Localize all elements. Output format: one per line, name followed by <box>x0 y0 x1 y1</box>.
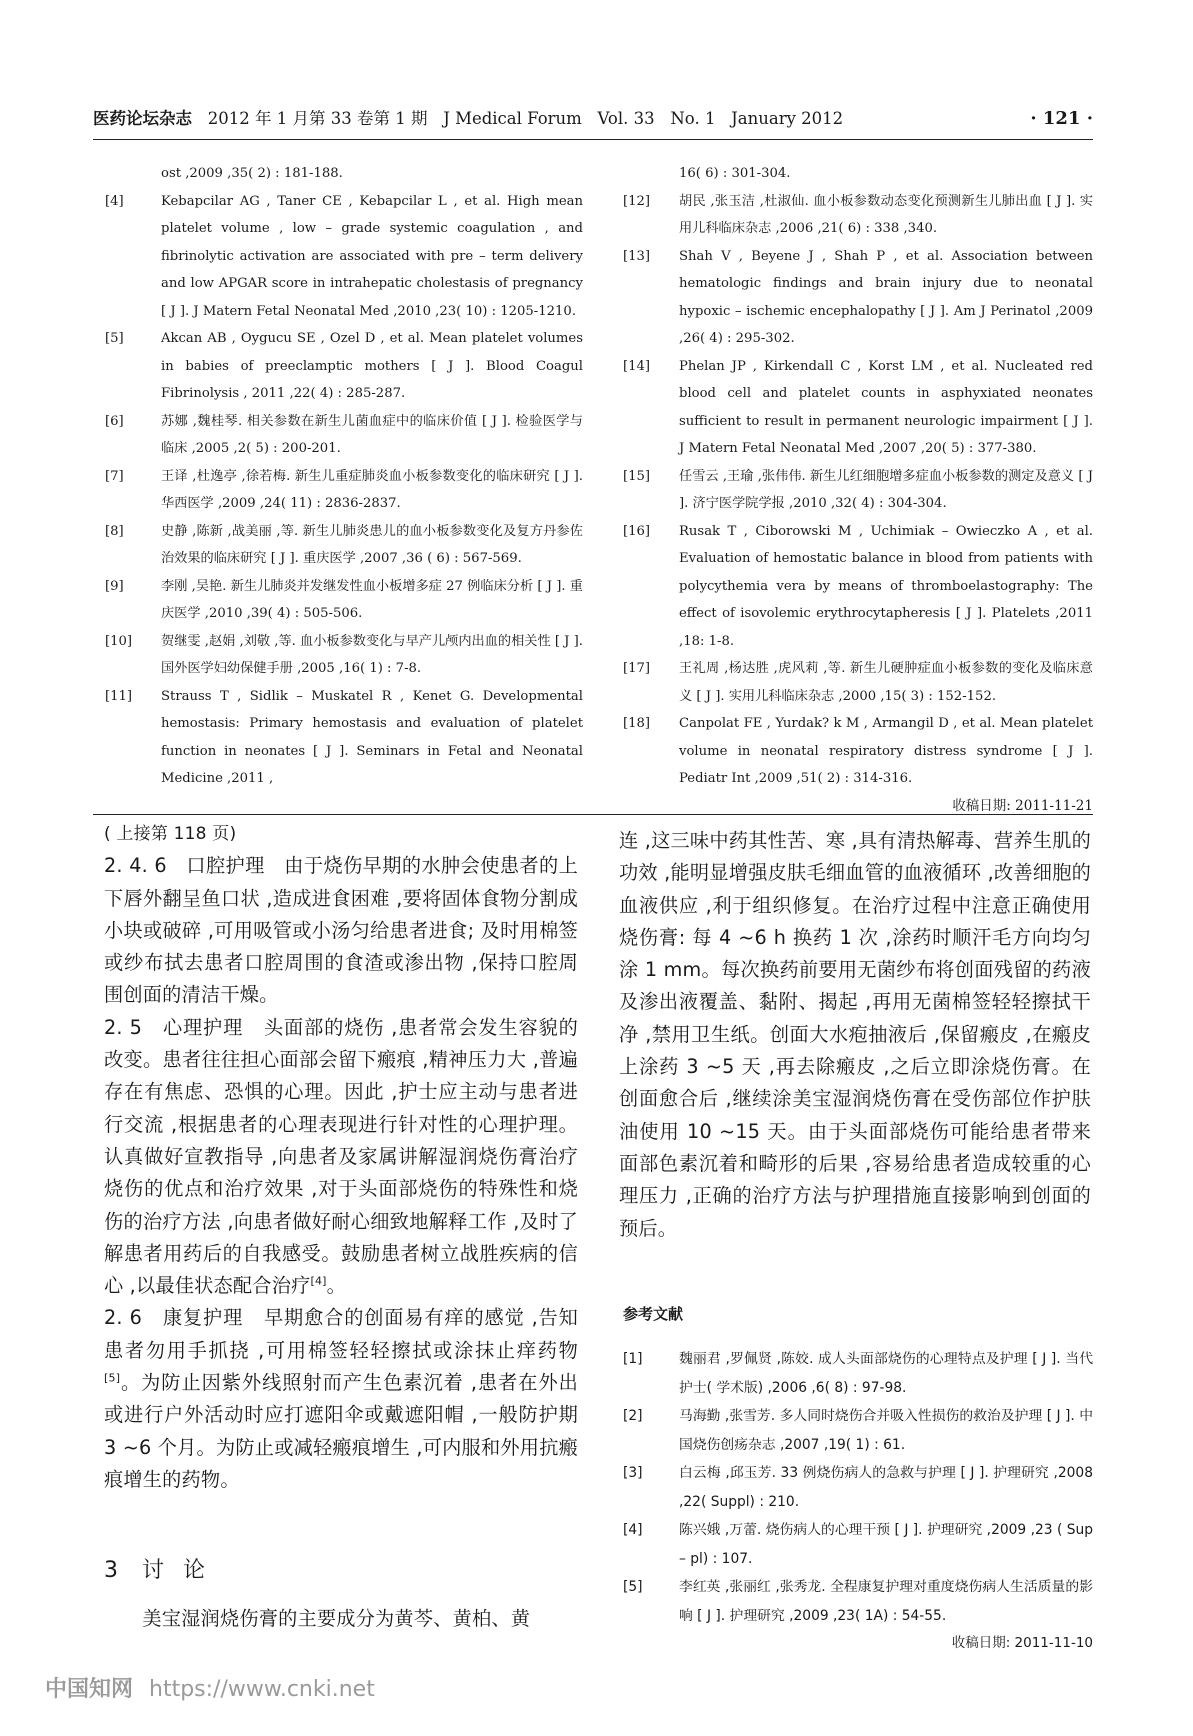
reference-item <box>105 160 583 188</box>
reference-number: [10] <box>105 633 133 649</box>
header-rule <box>93 139 1093 140</box>
reference-number: [5] <box>105 331 124 346</box>
section-2-5-text: 头面部的烧伤 ,患者常会发生容貌的改变。患者往往担心面部会留下瘢痕 ,精神压力大 ,普遍存在有焦虑、恐惧的心理。因此 ,护士应主动与患者进行交流 ,根据患者的心理表现进行针对性的心理护理。认真做好宣教指导 ,向患者及家属讲解湿润烧伤膏治疗烧伤的优点和治疗效果 ,对于头面部烧伤的特殊性和烧伤的治疗方法 ,向患者做好耐心细致地解释工作 ,及时了解患者用药后的自我感受。鼓励患者树立战胜疾病的信心 ,以最佳状态配合治疗 <box>104 1015 578 1298</box>
section-2-6-text-b: 。为防止因紫外线照射而产生色素沉着 ,患者在外出或进行户外活动时应打遮阳伞或戴遮阳帽 ,一般防护期 3 ~6 个月。为防止或减轻瘢痕增生 ,可内服和外用抗瘢痕增生的药物。 <box>104 1371 578 1491</box>
reference-text: Phelan JP , Kirkendall C , Korst LM , et al. Nucleated red blood cell and platelet counts in asphyxiated neonates sufficient to result in permanent neurologic impairment [ J ]. J Matern Fetal Neonatal Med ,2007 ,20( 5) : 377-380. <box>679 358 1093 456</box>
reference-number: [5] <box>623 1579 643 1595</box>
reference-item <box>105 325 583 408</box>
reference-text: 任雪云 ,王瑜 ,张伟伟. 新生儿红细胞增多症血小板参数的测定及意义 [ J ]. 济宁医学院学报 ,2010 ,32( 4) : 304-304. <box>679 468 1093 511</box>
section-3-heading <box>104 1553 211 1584</box>
reference-item <box>105 518 583 573</box>
reference-text: 李红英 ,张丽红 ,张秀龙. 全程康复护理对重度烧伤病人生活质量的影响 [ J ]. 护理研究 ,2009 ,23( 1A) : 54-55. <box>679 1579 1093 1624</box>
reference-text: 16( 6) : 301-304. <box>679 166 791 181</box>
reference-number: [13] <box>623 248 651 264</box>
reference-number: [4] <box>623 1522 643 1538</box>
reference-text: Kebapcilar AG , Taner CE , Kebapcilar L , et al. High mean platelet volume , low – grade systemic coagulation , and fibrinolytic activation are associated with pre – term delivery and low APGAR score in intrahepatic cholestasis of pregnancy [ J ]. J Matern Fetal Neonatal Med ,2010 ,23( 10) : 1205-1210. <box>161 193 583 319</box>
reference-item <box>623 188 1093 243</box>
reference-number: [2] <box>623 1408 643 1424</box>
reference-number: [9] <box>105 578 124 594</box>
reference-list-top-left <box>105 160 583 793</box>
reference-item <box>623 1573 1093 1630</box>
section-2-6 <box>104 1302 578 1496</box>
reference-number: [14] <box>623 358 651 374</box>
reference-item <box>623 1402 1093 1459</box>
reference-text: 魏丽君 ,罗佩贤 ,陈姣. 成人头面部烧伤的心理特点及护理 [ J ]. 当代护士( 学术版) ,2006 ,6( 8) : 97-98. <box>679 1351 1093 1396</box>
reference-text: 王译 ,杜逸亭 ,徐若梅. 新生儿重症肺炎血小板参数变化的临床研究 [ J ]. 华西医学 ,2009 ,24( 11) : 2836-2837. <box>161 468 583 511</box>
citation-4: [4] <box>310 1274 327 1288</box>
reference-text: 陈兴娥 ,万蕾. 烧伤病人的心理干预 [ J ]. 护理研究 ,2009 ,23 ( Sup – pl) : 107. <box>679 1522 1093 1567</box>
reference-item <box>623 518 1093 656</box>
reference-text: 史静 ,陈新 ,战美丽 ,等. 新生儿肺炎患儿的血小板参数变化及复方丹参佐治效果的临床研究 [ J ]. 重庆医学 ,2007 ,36 ( 6) : 567-569. <box>161 523 583 566</box>
reference-item <box>105 683 583 793</box>
section-3-number: 3 <box>104 1558 124 1583</box>
reference-text: Strauss T , Sidlik – Muskatel R , Kenet G. Developmental hemostasis: Primary hemostasis and evaluation of platelet function in neonates [ J ]. Seminars in Fetal and Neonatal Medicine ,2011 , <box>161 688 583 786</box>
reference-text: 白云梅 ,邱玉芳. 33 例烧伤病人的急救与护理 [ J ]. 护理研究 ,2008 ,22( Suppl) : 210. <box>679 1465 1093 1510</box>
page-number: · 121 · <box>1030 108 1093 129</box>
cnki-logo-text: 中国知网 <box>45 1677 134 1702</box>
reference-item <box>105 463 583 518</box>
reference-number: [15] <box>623 468 651 484</box>
reference-item <box>623 353 1093 463</box>
reference-item <box>623 1345 1093 1402</box>
reference-number: [16] <box>623 523 651 539</box>
reference-item <box>105 628 583 683</box>
reference-item <box>623 1459 1093 1516</box>
reference-item <box>623 655 1093 710</box>
reference-number: [18] <box>623 716 651 731</box>
reference-item <box>105 408 583 463</box>
section-2-4-6-heading: 2. 4. 6 口腔护理 <box>104 854 265 878</box>
cnki-watermark <box>45 1672 375 1703</box>
reference-number: [7] <box>105 468 124 484</box>
section-2-6-text-a: 早期愈合的创面易有痒的感觉 ,告知患者勿用手抓挠 ,可用棉签轻轻擦拭或涂抹止痒药物 <box>104 1306 578 1362</box>
reference-number: [3] <box>623 1465 643 1481</box>
section-3-text-start <box>104 1603 578 1635</box>
references-heading: 参考文献 <box>623 1305 684 1323</box>
reference-item <box>105 188 583 326</box>
issue-en: J Medical Forum Vol. 33 No. 1 January 2012 <box>443 109 844 128</box>
reference-text: 李刚 ,吴艳. 新生儿肺炎并发继发性血小板增多症 27 例临床分析 [ J ]. 重庆医学 ,2010 ,39( 4) : 505-506. <box>161 578 583 621</box>
reference-number: [1] <box>623 1351 643 1367</box>
reference-text: 王礼周 ,杨达胜 ,虎风莉 ,等. 新生儿硬肿症血小板参数的变化及临床意义 [ J ]. 实用儿科临床杂志 ,2000 ,15( 3) : 152-152. <box>679 661 1093 704</box>
reference-text: 贺继雯 ,赵娟 ,刘敬 ,等. 血小板参数变化与早产儿颅内出血的相关性 [ J ]. 国外医学妇幼保健手册 ,2005 ,16( 1) : 7-8. <box>161 633 583 676</box>
section-2-4-6 <box>104 850 578 1011</box>
reference-number: [17] <box>623 661 651 676</box>
reference-text: Shah V , Beyene J , Shah P , et al. Association between hematologic findings and brain injury due to neonatal hypoxic – ischemic encephalopathy [ J ]. Am J Perinatol ,2009 ,26( 4) : 295-302. <box>679 248 1093 346</box>
reference-number: [11] <box>105 688 133 704</box>
reference-text: 胡民 ,张玉洁 ,杜淑仙. 血小板参数动态变化预测新生儿肺出血 [ J ]. 实用儿科临床杂志 ,2006 ,21( 6) : 338 ,340. <box>679 193 1093 236</box>
reference-item <box>623 1516 1093 1573</box>
journal-name: 医药论坛杂志 <box>93 109 192 128</box>
received-date: 收稿日期: 2011-11-10 <box>951 1635 1093 1651</box>
section-3-title: 讨 论 <box>142 1558 211 1583</box>
right-column-body <box>619 825 1091 1245</box>
reference-item <box>623 160 1093 188</box>
article-divider-rule <box>93 814 1093 815</box>
reference-text: Akcan AB , Oygucu SE , Ozel D , et al. Mean platelet volumes in babies of preeclamptic mothers [ J ]. Blood Coagul Fibrinolysis , 2011 ,22( 4) : 285-287. <box>161 331 583 401</box>
reference-list-bottom <box>623 1345 1093 1657</box>
reference-text: 马海勤 ,张雪芳. 多人同时烧伤合并吸入性损伤的救治及护理 [ J ]. 中国烧伤创疡杂志 ,2007 ,19( 1) : 61. <box>679 1408 1093 1453</box>
issue-cn: 2012 年 1 月第 33 卷第 1 期 <box>207 109 428 128</box>
reference-item <box>105 573 583 628</box>
reference-item <box>623 710 1093 793</box>
reference-item <box>623 243 1093 353</box>
discussion-continued-text: 连 ,这三味中药其性苦、寒 ,具有清热解毒、营养生肌的功效 ,能明显增强皮肤毛细血管的血液循环 ,改善细胞的血液供应 ,利于组织修复。在治疗过程中注意正确使用烧伤膏: 每 4 ~6 h 换药 1 次 ,涂药时顺汗毛方向均匀涂 1 mm。每次换药前要用无菌纱布将创面残留的药液及渗出液覆盖、黏附、揭起 ,再用无菌棉签轻轻擦拭干净 ,禁用卫生纸。创面大水疱抽液后 ,保留瘢皮 ,在瘢皮上涂药 3 ~5 天 ,再去除瘢皮 ,之后立即涂烧伤膏。在创面愈合后 ,继续涂美宝湿润烧伤膏在受伤部位作护肤油使用 10 ~15 天。由于头面部烧伤可能给患者带来面部色素沉着和畸形的后果 ,容易给患者造成较重的心理压力 ,正确的治疗方法与护理措施直接影响到创面的预后。 <box>619 829 1091 1240</box>
left-column-body <box>104 817 578 1496</box>
reference-number: [6] <box>105 413 124 429</box>
reference-text: Canpolat FE , Yurdak? k M , Armangil D , et al. Mean platelet volume in neonatal respiratory distress syndrome [ J ]. Pediatr Int ,2009 ,51( 2) : 314-316. <box>679 716 1093 786</box>
section-2-4-6-text: 由于烧伤早期的水肿会使患者的上下唇外翻呈鱼口状 ,造成进食困难 ,要将固体食物分割成小块或破碎 ,可用吸管或小汤匀给患者进食; 及时用棉签或纱布拭去患者口腔周围的食渣或渗出物 ,保持口腔周围创面的清洁干燥。 <box>104 854 579 1007</box>
section-2-5-heading: 2. 5 心理护理 <box>104 1015 244 1039</box>
running-header <box>93 104 1093 134</box>
reference-list-top-right <box>623 160 1093 820</box>
continued-note: ( 上接第 118 页) <box>104 824 237 844</box>
cnki-url: https://www.cnki.net <box>149 1677 375 1702</box>
section-2-5 <box>104 1012 578 1303</box>
reference-number: [8] <box>105 523 124 539</box>
received-date: 收稿日期: 2011-11-21 <box>952 797 1093 814</box>
citation-5: [5] <box>104 1371 121 1385</box>
reference-text: 苏娜 ,魏桂琴. 相关参数在新生儿菌血症中的临床价值 [ J ]. 检验医学与临床 ,2005 ,2( 5) : 200-201. <box>161 413 583 456</box>
reference-number: [4] <box>105 193 124 209</box>
reference-text: Rusak T , Ciborowski M , Uchimiak – Owieczko A , et al. Evaluation of hemostatic balance in blood from patients with polycythemia vera by means of thromboelastography: The effect of isovolemic erythrocytapheresis [ J ]. Platelets ,2011 ,18: 1-8. <box>679 523 1093 649</box>
section-2-5-end: 。 <box>326 1274 347 1298</box>
section-3-paragraph: 美宝湿润烧伤膏的主要成分为黄芩、黄柏、黄 <box>142 1607 531 1630</box>
reference-text: ost ,2009 ,35( 2) : 181-188. <box>161 166 343 181</box>
reference-number: [12] <box>623 193 651 209</box>
reference-item <box>623 463 1093 518</box>
section-2-6-heading: 2. 6 康复护理 <box>104 1306 244 1330</box>
